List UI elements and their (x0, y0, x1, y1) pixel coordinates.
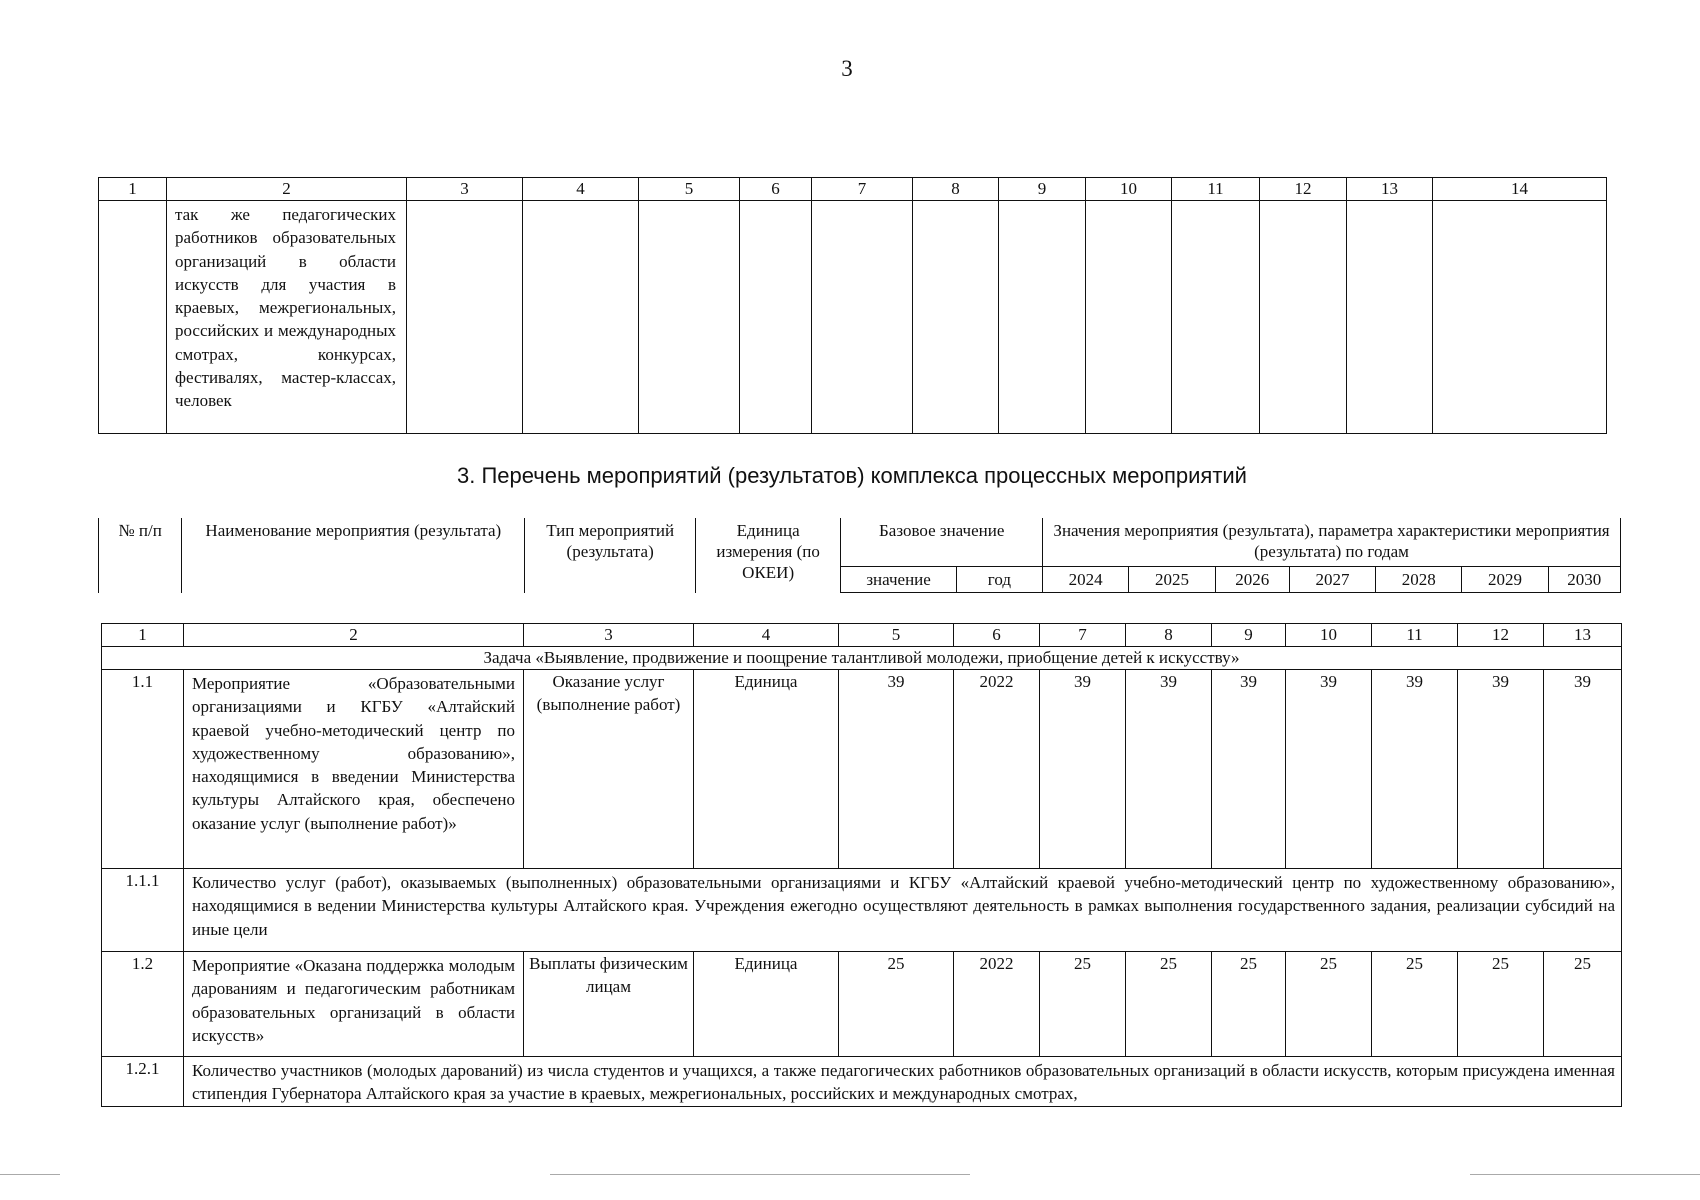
year-value: 39 (1458, 670, 1544, 869)
col-number: 5 (839, 624, 954, 647)
continuation-table (98, 177, 1607, 434)
col-number: 1 (99, 178, 167, 201)
activity-type: Выплаты физическим лицам (524, 952, 694, 1057)
header-table (98, 518, 1621, 593)
year-value: 25 (1126, 952, 1212, 1057)
year-value: 25 (1040, 952, 1126, 1057)
col-number: 4 (523, 178, 639, 201)
col-number: 4 (694, 624, 839, 647)
col-number: 13 (1544, 624, 1622, 647)
year-value: 39 (1126, 670, 1212, 869)
col-number: 3 (524, 624, 694, 647)
base-year: 2022 (954, 670, 1040, 869)
col-number: 12 (1260, 178, 1347, 201)
activities-table (101, 623, 1622, 1107)
header-num: № п/п (99, 518, 182, 593)
col-number: 2 (167, 178, 407, 201)
year-value: 25 (1544, 952, 1622, 1057)
section-title: 3. Перечень мероприятий (результатов) комплекса процессных мероприятий (457, 463, 1247, 488)
header-base-value: значение (841, 567, 956, 593)
table-row (102, 1057, 1622, 1107)
year-value: 39 (1544, 670, 1622, 869)
year-value: 39 (1212, 670, 1286, 869)
year-value: 25 (1212, 952, 1286, 1057)
indicator-name-cell: так же педагогических работников образовательных организаций в области искусств для участия в краевых, межрегиональных, российских и международных смотрах, конкурсах, фестивалях, мастер-классах, человек (167, 201, 407, 434)
base-value: 25 (839, 952, 954, 1057)
col-number: 13 (1347, 178, 1433, 201)
header-year: 2029 (1462, 567, 1548, 593)
col-number: 7 (1040, 624, 1126, 647)
activity-name: Мероприятие «Образовательными организациями и КГБУ «Алтайский краевой учебно-методический центр по художественному образованию», находящимися в введении Министерства культуры Алтайского края, обеспечено оказание услуг (выполнение работ)» (184, 670, 524, 869)
col-number: 11 (1172, 178, 1260, 201)
table-row (102, 869, 1622, 952)
col-number: 10 (1086, 178, 1172, 201)
col-number: 9 (999, 178, 1086, 201)
activity-name: Мероприятие «Оказана поддержка молодым дарованиям и педагогическим работникам образовательных организаций в области искусств» (184, 952, 524, 1057)
col-number: 3 (407, 178, 523, 201)
table-row (102, 670, 1622, 869)
col-number: 8 (913, 178, 999, 201)
year-value: 25 (1286, 952, 1372, 1057)
row-number: 1.2 (102, 952, 184, 1057)
year-value: 39 (1372, 670, 1458, 869)
base-value: 39 (839, 670, 954, 869)
header-year: 2028 (1376, 567, 1462, 593)
row-number: 1.1.1 (102, 869, 184, 952)
header-base: Базовое значение (841, 518, 1043, 567)
column-number-row (102, 624, 1622, 647)
col-number: 11 (1372, 624, 1458, 647)
indicator-description: Количество услуг (работ), оказываемых (выполненных) образовательными организациями и КГБУ «Алтайский краевой учебно-методический центр по художественному образованию», находящимися в ведении Министерства культуры Алтайского края. Учреждения ежегодно осуществляют деятельность в рамках выполнения государственного задания, реализации субсидий на иные цели (184, 869, 1622, 952)
scan-artifact-line (0, 1174, 60, 1175)
scan-artifact-line (1470, 1174, 1700, 1175)
table-row (99, 201, 1607, 434)
col-number: 2 (184, 624, 524, 647)
col-number: 1 (102, 624, 184, 647)
col-number: 7 (812, 178, 913, 201)
header-name: Наименование мероприятия (результата) (182, 518, 525, 593)
year-value: 25 (1458, 952, 1544, 1057)
col-number: 6 (954, 624, 1040, 647)
row-number: 1.2.1 (102, 1057, 184, 1107)
indicator-description: Количество участников (молодых дарований) из числа студентов и учащихся, а также педагогических работников образовательных организаций в области искусств, которым присуждена именная стипендия Губернатора Алтайского края за участие в краевых, межрегиональных, российских и международных смотрах, (184, 1057, 1622, 1107)
row-number: 1.1 (102, 670, 184, 869)
year-value: 25 (1372, 952, 1458, 1057)
col-number: 12 (1458, 624, 1544, 647)
header-year: 2025 (1129, 567, 1215, 593)
header-base-year: год (956, 567, 1042, 593)
col-number: 10 (1286, 624, 1372, 647)
col-number: 14 (1433, 178, 1607, 201)
header-year: 2027 (1289, 567, 1375, 593)
activity-unit: Единица (694, 670, 839, 869)
col-number: 9 (1212, 624, 1286, 647)
header-type: Тип мероприятий (результата) (525, 518, 696, 593)
header-year: 2026 (1215, 567, 1289, 593)
column-number-row (99, 178, 1607, 201)
scan-artifact-line (550, 1174, 970, 1175)
task-heading: Задача «Выявление, продвижение и поощрение талантливой молодежи, приобщение детей к искусству» (102, 647, 1622, 670)
header-values: Значения мероприятия (результата), параметра характеристики мероприятия (результата) по годам (1043, 518, 1621, 567)
table-row (102, 952, 1622, 1057)
col-number: 6 (740, 178, 812, 201)
year-value: 39 (1040, 670, 1126, 869)
col-number: 8 (1126, 624, 1212, 647)
header-year: 2024 (1043, 567, 1129, 593)
activity-type: Оказание услуг (выполнение работ) (524, 670, 694, 869)
col-number: 5 (639, 178, 740, 201)
header-year: 2030 (1548, 567, 1620, 593)
header-unit: Единица измерения (по ОКЕИ) (695, 518, 840, 593)
year-value: 39 (1286, 670, 1372, 869)
page-number: 3 (841, 56, 853, 81)
base-year: 2022 (954, 952, 1040, 1057)
activity-unit: Единица (694, 952, 839, 1057)
